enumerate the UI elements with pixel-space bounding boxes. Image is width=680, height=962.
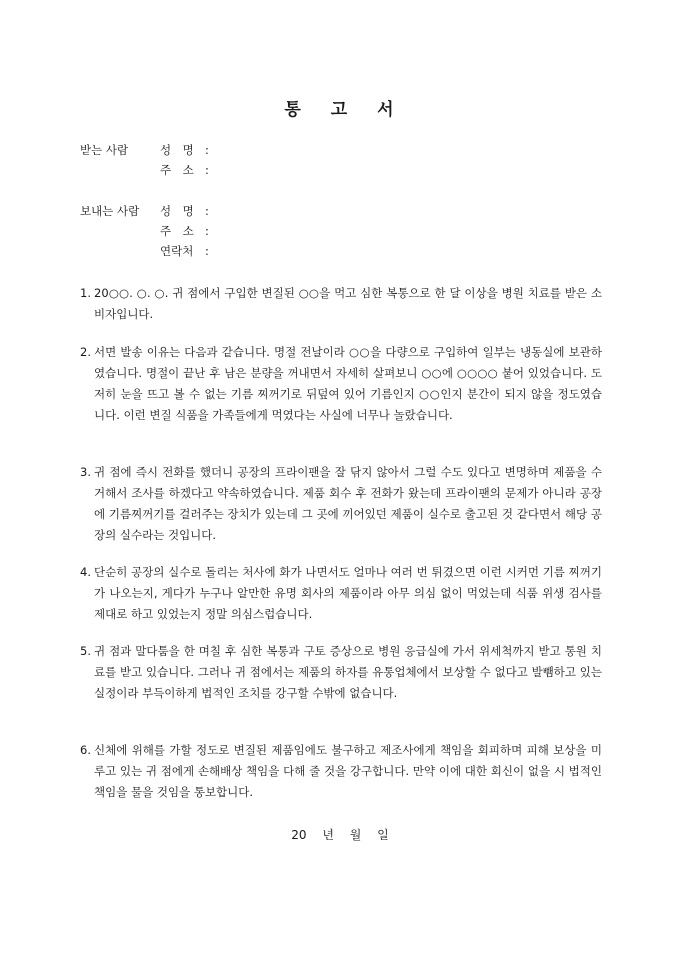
paragraph-number: 4.	[80, 565, 91, 579]
paragraph-number: 2.	[80, 345, 91, 359]
date-day-unit: 일	[377, 828, 389, 842]
sender-name-label: 성 명	[160, 204, 194, 218]
paragraph-5	[80, 641, 602, 704]
sender-address-colon: :	[205, 224, 209, 238]
receiver-label: 받는 사람	[80, 143, 129, 157]
paragraph-3	[80, 462, 602, 546]
paragraph-1	[80, 283, 602, 325]
sender-address-label: 주 소	[160, 224, 194, 238]
paragraph-text: 귀 점과 말다툼을 한 며칠 후 심한 복통과 구토 증상으로 병원 응급실에 가서 위세척까지 받고 통원 치료를 받고 있습니다. 그러나 귀 점에서는 제품의 하자를 유통업체에서 보상할 수 없다고 발뺌하고 있는 실정이라 부득이하게 법적인 조치를 강구할 수밖에 없습니다.	[94, 644, 602, 700]
paragraph-number: 6.	[80, 743, 91, 757]
paragraph-2	[80, 342, 602, 426]
receiver-block	[80, 140, 380, 180]
paragraph-4	[80, 562, 602, 625]
date-line	[0, 826, 680, 843]
paragraph-text: 서면 발송 이유는 다음과 같습니다. 명절 전날이라 ○○을 다량으로 구입하여 일부는 냉동실에 보관하였습니다. 명절이 끝난 후 남은 분량을 꺼내면서 자세히 살펴보니 ○○에 ○○○○ 붙어 있었습니다. 도저히 눈을 뜨고 볼 수 없는 기름 찌꺼기로 뒤덮여 있어 기름인지 ○○인지 분간이 되지 않을 정도였습니다. 이런 변질 식품을 가족들에게 먹였다는 사실에 너무나 놀랐습니다.	[94, 345, 602, 422]
date-year-unit: 년	[322, 828, 334, 842]
title-char: 서	[377, 100, 396, 120]
title-char: 통	[284, 100, 303, 120]
sender-contact-colon: :	[205, 244, 209, 258]
paragraph-text: 20○○. ○. ○. 귀 점에서 구입한 변질된 ○○을 먹고 심한 복통으로 한 달 이상을 병원 치료를 받은 소비자입니다.	[94, 286, 602, 321]
paragraph-number: 3.	[80, 465, 91, 479]
paragraph-number: 5.	[80, 644, 91, 658]
sender-contact-label: 연락처	[160, 244, 194, 258]
date-year-prefix: 20	[291, 828, 307, 842]
receiver-address-colon: :	[205, 163, 209, 177]
paragraph-number: 1.	[80, 286, 91, 300]
document-title	[0, 95, 680, 120]
receiver-name-label: 성 명	[160, 143, 194, 157]
paragraph-text: 단순히 공장의 실수로 돌리는 처사에 화가 나면서도 얼마나 여러 번 튀겼으면 이런 시커먼 기름 찌꺼기가 나오는지, 게다가 누구나 알만한 유명 회사의 제품이라 아무 의심 없이 먹었는데 식품 위생 검사를 제대로 하고 있었는지 정말 의심스럽습니다.	[94, 565, 602, 621]
receiver-address-label: 주 소	[160, 163, 194, 177]
date-month-unit: 월	[349, 828, 362, 842]
paragraph-6	[80, 740, 602, 803]
receiver-name-colon: :	[205, 143, 209, 157]
paragraph-text: 신체에 위해를 가할 정도로 변질된 제품임에도 불구하고 제조사에게 책임을 회피하며 피해 보상을 미루고 있는 귀 점에게 손해배상 책임을 다해 줄 것을 강구합니다. 만약 이에 대한 회신이 없을 시 법적인 책임을 물을 것임을 통보합니다.	[94, 743, 602, 799]
title-char: 고	[330, 100, 350, 120]
sender-name-colon: :	[205, 204, 209, 218]
sender-block	[80, 201, 380, 261]
paragraph-text: 귀 점에 즉시 전화를 했더니 공장의 프라이팬을 잘 닦지 않아서 그럴 수도 있다고 변명하며 제품을 수거해서 조사를 하겠다고 약속하였습니다. 제품 회수 후 전화가 왔는데 프라이팬의 문제가 아니라 공장에 기름찌꺼기를 걸러주는 장치가 있는데 그 곳에 끼어있던 제품이 실수로 출고된 것 같다면서 해당 공장의 실수라는 것입니다.	[94, 465, 602, 542]
sender-label: 보내는 사람	[80, 204, 140, 218]
